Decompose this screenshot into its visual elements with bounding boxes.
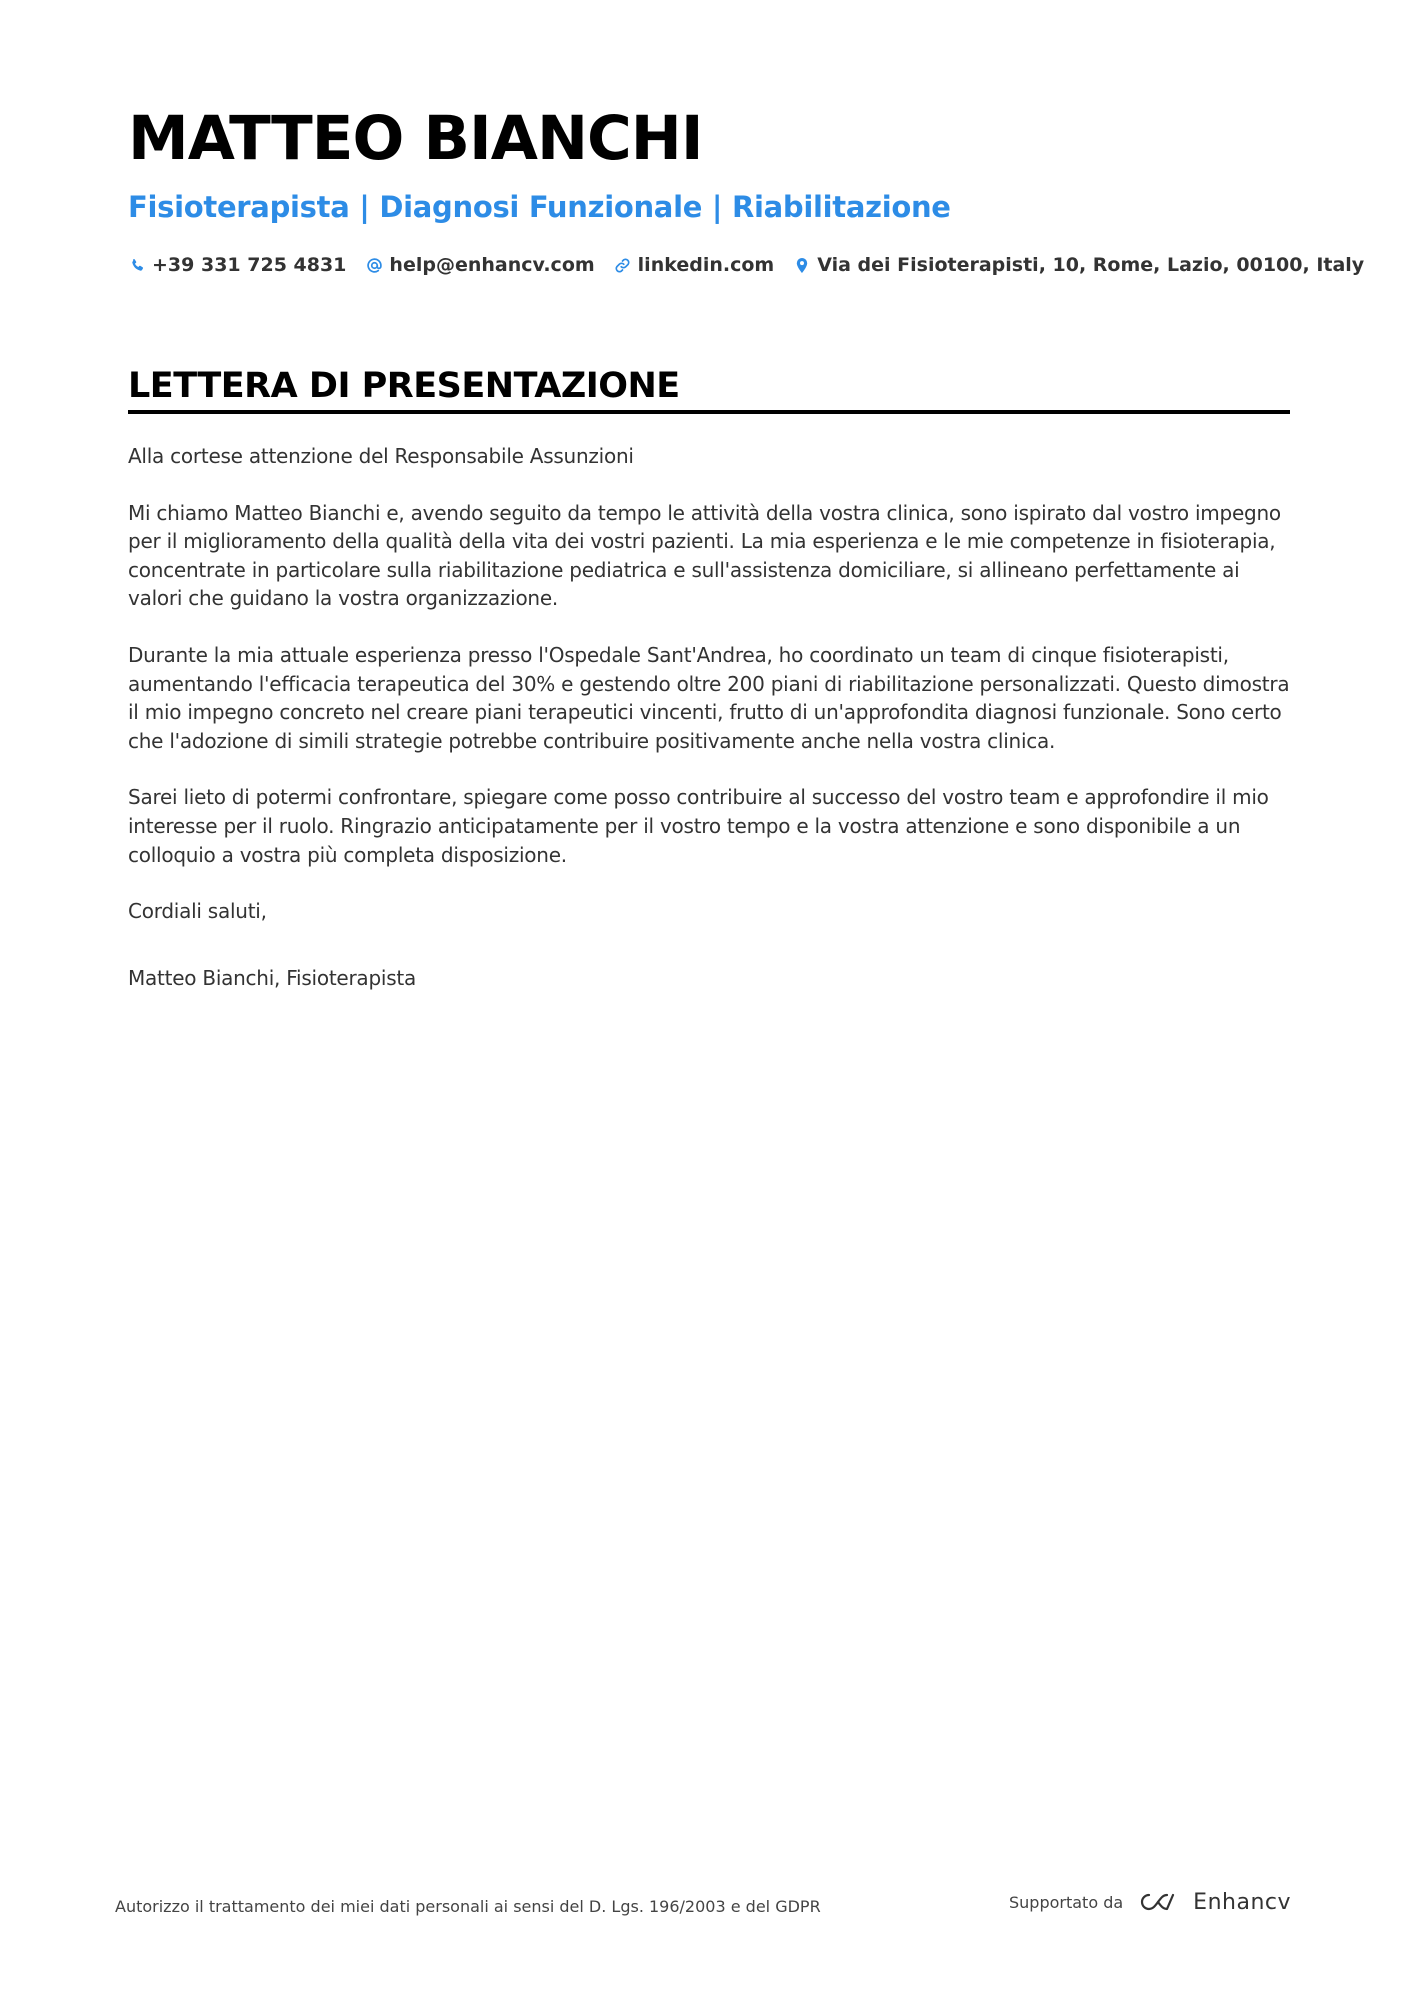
location-pin-icon — [793, 256, 811, 274]
contact-email[interactable] — [365, 254, 594, 276]
section-divider — [128, 410, 1290, 414]
enhancv-logo-icon — [1135, 1889, 1183, 1915]
privacy-consent-note: Autorizzo il trattamento dei miei dati personali ai sensi del D. Lgs. 196/2003 e del GDPR — [115, 1897, 821, 1916]
candidate-headline: Fisioterapista | Diagnosi Funzionale | Riabilitazione — [128, 190, 951, 224]
letter-paragraph: Mi chiamo Matteo Bianchi e, avendo seguito da tempo le attività della vostra clinica, sono ispirato dal vostro impegno per il miglioramento della qualità della vita dei vostri pazienti. La mia esperienza e le mie competenze in fisioterapia, concentrate in particolare sulla riabilitazione pediatrica e sull'assistenza domiciliare, si allineano perfettamente ai valori che guidano la vostra organizzazione. — [128, 500, 1281, 611]
contact-phone — [128, 254, 346, 276]
contact-linkedin[interactable] — [614, 254, 775, 276]
letter-signature: Matteo Bianchi, Fisioterapista — [128, 965, 416, 990]
contact-bar — [128, 254, 1383, 276]
letter-paragraph: Sarei lieto di potermi confrontare, spiegare come posso contribuire al successo del vostro team e approfondire il mio interesse per il ruolo. Ringrazio anticipatamente per il vostro tempo e la vostra attenzione e sono disponibile a un colloquio a vostra più completa disposizione. — [128, 785, 1269, 867]
letter-paragraph: Durante la mia attuale esperienza presso l'Ospedale Sant'Andrea, ho coordinato un team di cinque fisioterapisti, aumentando l'efficacia terapeutica del 30% e gestendo oltre 200 piani di riabilitazione personalizzati. Questo dimostra il mio impegno concreto nel creare piani terapeutici vincenti, frutto di un'approfondita diagnosi funzionale. Sono certo che l'adozione di simili strategie potrebbe contribuire positivamente anche nella vostra clinica. — [128, 642, 1290, 753]
link-icon — [614, 256, 632, 274]
section-title: LETTERA DI PRESENTAZIONE — [128, 366, 680, 406]
letter-body — [128, 442, 1290, 1020]
phone-icon — [128, 256, 146, 274]
contact-linkedin-text: linkedin.com — [637, 254, 775, 276]
letter-greeting: Alla cortese attenzione del Responsabile Assunzioni — [128, 444, 634, 468]
contact-phone-text: +39 331 725 4831 — [152, 254, 347, 276]
contact-address-text: Via dei Fisioterapisti, 10, Rome, Lazio, 00100, Italy — [817, 254, 1365, 276]
powered-by[interactable] — [1009, 1889, 1291, 1915]
candidate-name: MATTEO BIANCHI — [128, 103, 703, 174]
contact-address — [793, 254, 1364, 276]
powered-by-label: Supportato da — [1009, 1892, 1124, 1912]
contact-email-text: help@enhancv.com — [389, 254, 595, 276]
at-icon — [365, 256, 383, 274]
brand-name: Enhancv — [1193, 1889, 1291, 1915]
letter-closing: Cordiali saluti, — [128, 899, 267, 924]
